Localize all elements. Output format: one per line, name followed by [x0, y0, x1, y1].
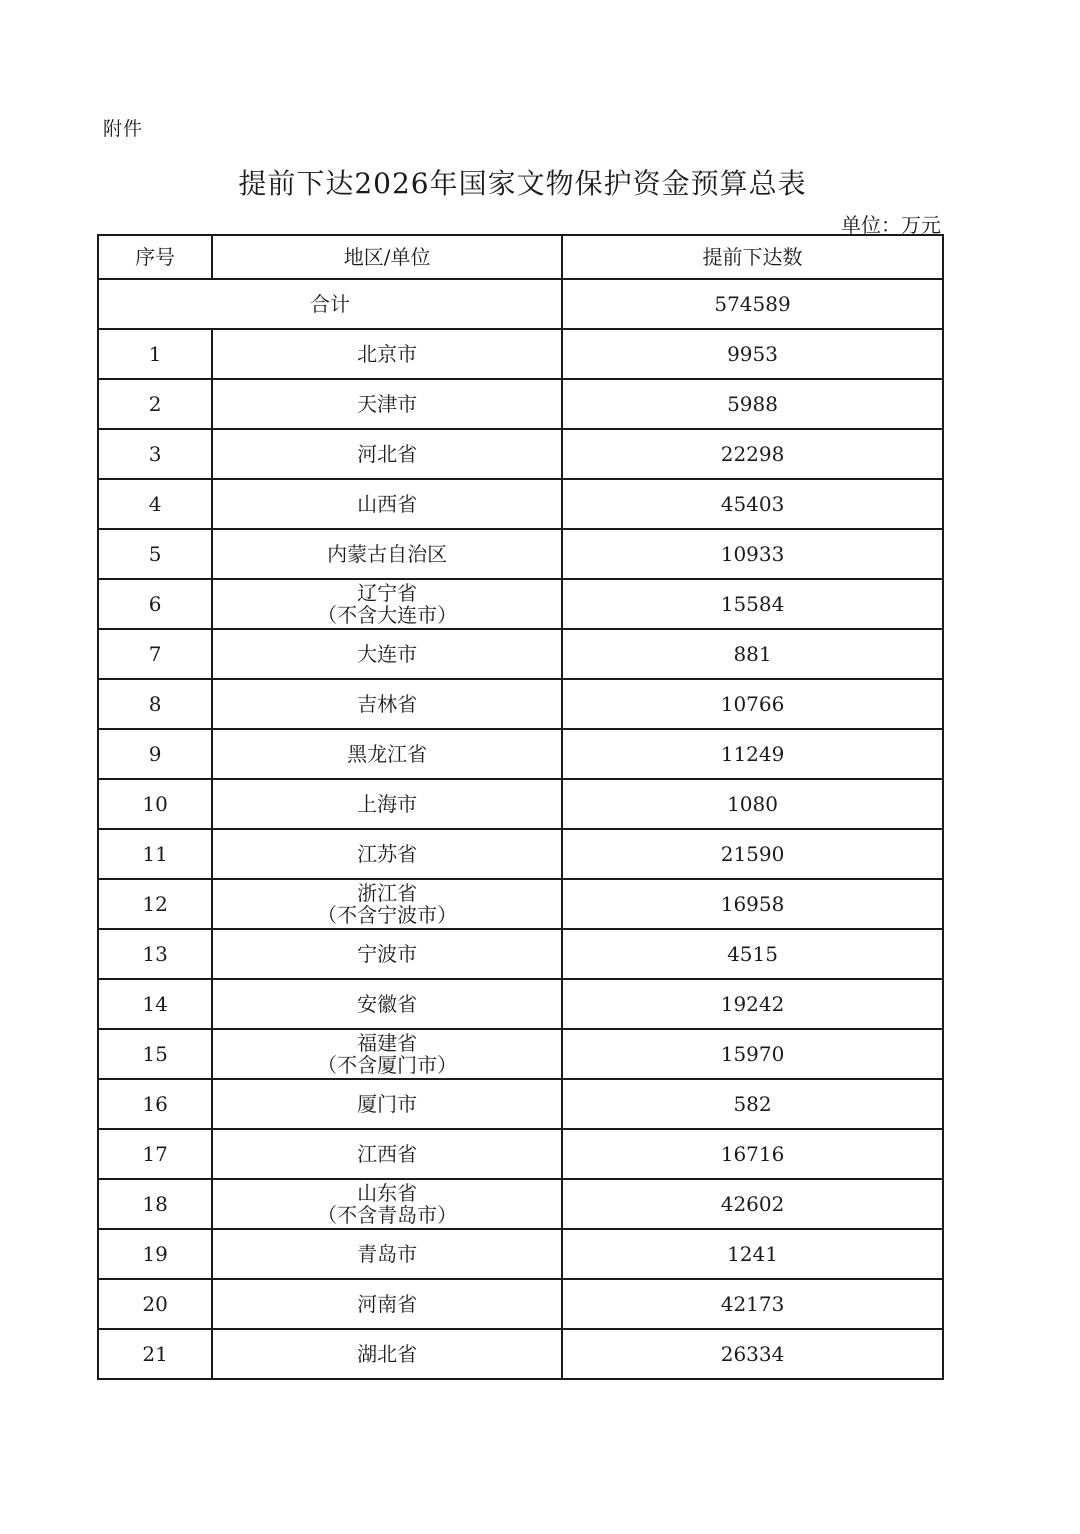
- region-note: （不含大连市）: [317, 603, 458, 627]
- table-row: [98, 1329, 943, 1379]
- row-region: [212, 1229, 562, 1279]
- region-name: 青岛市: [357, 1242, 418, 1266]
- region-name: 河北省: [357, 442, 418, 466]
- row-region: [212, 929, 562, 979]
- region-name: 上海市: [357, 792, 418, 816]
- row-amount: 15970: [562, 1029, 943, 1079]
- table-row: [98, 679, 943, 729]
- row-index: 6: [98, 579, 212, 629]
- table-row: [98, 829, 943, 879]
- row-region: [212, 729, 562, 779]
- budget-table: [97, 234, 944, 1380]
- row-region: [212, 1129, 562, 1179]
- region-name: 黑龙江省: [347, 742, 428, 766]
- table-row: [98, 1229, 943, 1279]
- row-region: [212, 1079, 562, 1129]
- row-index: 9: [98, 729, 212, 779]
- region-note: （不含青岛市）: [317, 1203, 458, 1227]
- row-amount: 42602: [562, 1179, 943, 1229]
- row-region: [212, 829, 562, 879]
- table-row: [98, 429, 943, 479]
- table-body: [98, 279, 943, 1379]
- table-row: [98, 379, 943, 429]
- region-name: 内蒙古自治区: [327, 542, 448, 566]
- region-name: 宁波市: [357, 942, 418, 966]
- header-index: 序号: [98, 235, 212, 279]
- document-title: 提前下达2026年国家文物保护资金预算总表: [238, 167, 807, 200]
- region-name: 天津市: [357, 392, 418, 416]
- row-amount: 16958: [562, 879, 943, 929]
- region-name: 湖北省: [357, 1342, 418, 1366]
- table-row: [98, 929, 943, 979]
- row-index: 16: [98, 1079, 212, 1129]
- row-index: 2: [98, 379, 212, 429]
- row-index: 18: [98, 1179, 212, 1229]
- region-name: 北京市: [357, 342, 418, 366]
- row-amount: 582: [562, 1079, 943, 1129]
- row-index: 5: [98, 529, 212, 579]
- table-header-row: [98, 235, 943, 279]
- region-name: 辽宁省: [357, 581, 418, 605]
- row-amount: 881: [562, 629, 943, 679]
- row-region: [212, 1029, 562, 1079]
- row-amount: 21590: [562, 829, 943, 879]
- row-region: [212, 329, 562, 379]
- row-index: 20: [98, 1279, 212, 1329]
- row-amount: 26334: [562, 1329, 943, 1379]
- table-row: [98, 879, 943, 929]
- region-name: 福建省: [357, 1031, 418, 1055]
- table-row: [98, 1079, 943, 1129]
- row-amount: 45403: [562, 479, 943, 529]
- region-name: 河南省: [357, 1292, 418, 1316]
- total-value: 574589: [562, 279, 943, 329]
- unit-label: 单位：万元: [841, 213, 941, 237]
- row-amount: 16716: [562, 1129, 943, 1179]
- table-row: [98, 529, 943, 579]
- row-amount: 10933: [562, 529, 943, 579]
- region-name: 江西省: [357, 1142, 418, 1166]
- row-index: 12: [98, 879, 212, 929]
- row-amount: 11249: [562, 729, 943, 779]
- row-region: [212, 1279, 562, 1329]
- row-region: [212, 379, 562, 429]
- row-index: 13: [98, 929, 212, 979]
- region-name: 大连市: [357, 642, 418, 666]
- row-index: 14: [98, 979, 212, 1029]
- row-index: 11: [98, 829, 212, 879]
- region-name: 江苏省: [357, 842, 418, 866]
- table-row: [98, 979, 943, 1029]
- row-index: 21: [98, 1329, 212, 1379]
- table-row: [98, 629, 943, 679]
- row-amount: 22298: [562, 429, 943, 479]
- region-name: 吉林省: [357, 692, 418, 716]
- header-region: 地区/单位: [212, 235, 562, 279]
- row-region: [212, 679, 562, 729]
- header-amount: 提前下达数: [562, 235, 943, 279]
- table-row: [98, 1179, 943, 1229]
- row-region: [212, 529, 562, 579]
- row-index: 8: [98, 679, 212, 729]
- row-amount: 15584: [562, 579, 943, 629]
- row-index: 10: [98, 779, 212, 829]
- total-label: 合计: [98, 279, 562, 329]
- row-amount: 9953: [562, 329, 943, 379]
- row-region: [212, 479, 562, 529]
- row-amount: 5988: [562, 379, 943, 429]
- region-name: 安徽省: [357, 992, 418, 1016]
- attachment-label: 附件: [103, 118, 144, 140]
- table-row: [98, 1279, 943, 1329]
- row-amount: 10766: [562, 679, 943, 729]
- table-row: [98, 329, 943, 379]
- row-index: 1: [98, 329, 212, 379]
- row-index: 19: [98, 1229, 212, 1279]
- row-region: [212, 429, 562, 479]
- table-row: [98, 479, 943, 529]
- region-name: 浙江省: [357, 881, 418, 905]
- row-region: [212, 579, 562, 629]
- row-amount: 1241: [562, 1229, 943, 1279]
- row-amount: 19242: [562, 979, 943, 1029]
- row-index: 3: [98, 429, 212, 479]
- row-amount: 1080: [562, 779, 943, 829]
- region-name: 厦门市: [357, 1092, 418, 1116]
- row-index: 17: [98, 1129, 212, 1179]
- row-index: 7: [98, 629, 212, 679]
- row-amount: 4515: [562, 929, 943, 979]
- region-name: 山西省: [357, 492, 418, 516]
- row-index: 15: [98, 1029, 212, 1079]
- table-row: [98, 779, 943, 829]
- row-region: [212, 879, 562, 929]
- total-row: [98, 279, 943, 329]
- region-name: 山东省: [357, 1181, 418, 1205]
- row-region: [212, 629, 562, 679]
- table-row: [98, 579, 943, 629]
- row-index: 4: [98, 479, 212, 529]
- table-row: [98, 1029, 943, 1079]
- row-region: [212, 1329, 562, 1379]
- table-row: [98, 1129, 943, 1179]
- row-region: [212, 779, 562, 829]
- row-region: [212, 979, 562, 1029]
- region-note: （不含宁波市）: [317, 903, 458, 927]
- region-note: （不含厦门市）: [317, 1053, 458, 1077]
- row-region: [212, 1179, 562, 1229]
- row-amount: 42173: [562, 1279, 943, 1329]
- table-row: [98, 729, 943, 779]
